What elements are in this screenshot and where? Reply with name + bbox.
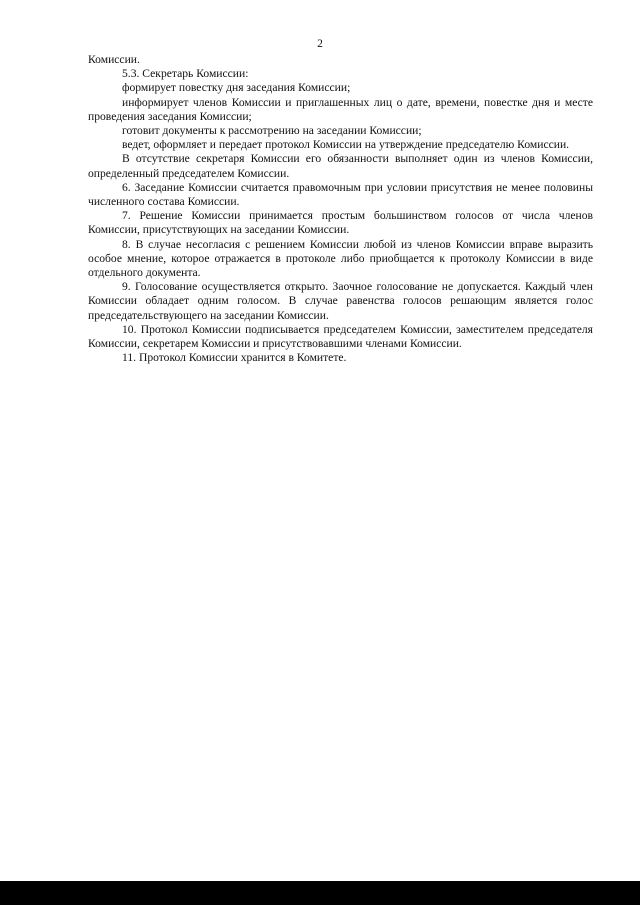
paragraph-item-11: 11. Протокол Комиссии хранится в Комитете. (122, 351, 347, 365)
paragraph-inform: информирует членов Комиссии и приглашенных лиц о дате, времени, повестке дня и месте проведения заседания Комиссии; (88, 95, 593, 123)
scan-bottom-border (0, 881, 640, 905)
paragraph-secretary-heading: 5.3. Секретарь Комиссии: (122, 67, 249, 81)
paragraph-agenda: формирует повестку дня заседания Комиссии; (122, 81, 351, 95)
paragraph-item-10: 10. Протокол Комиссии подписывается председателем Комиссии, заместителем председателя Комиссии, секретарем Комиссии и присутствовавшими членами Комиссии. (88, 322, 593, 351)
paragraph-item-6: 6. Заседание Комиссии считается правомочным при условии присутствия не менее половины численного состава Комиссии. (88, 180, 593, 209)
paragraph-item-8: 8. В случае несогласия с решением Комиссии любой из членов Комиссии вправе выразить особое мнение, которое отражается в протоколе либо приобщается к протоколу Комиссии в виде отдельного документа. (88, 237, 593, 280)
document-body (88, 53, 593, 365)
paragraph-secretary-absence: В отсутствие секретаря Комиссии его обязанности выполняет один из членов Комиссии, определенный председателем Комиссии. (88, 152, 593, 180)
paragraph-item-9: 9. Голосование осуществляется открыто. Заочное голосование не допускается. Каждый член Комиссии обладает одним голосом. В случае равенства голосов решающим является голос председательствующего на заседании Комиссии. (88, 280, 593, 322)
page-number: 2 (317, 37, 323, 50)
paragraph-continuation: Комиссии. (88, 53, 140, 66)
paragraph-item-7: 7. Решение Комиссии принимается простым большинством голосов от числа членов Комиссии, присутствующих на заседании Комиссии. (88, 209, 593, 237)
paragraph-prepare-docs: готовит документы к рассмотрению на заседании Комиссии; (122, 124, 422, 138)
paragraph-protocol-handling: ведет, оформляет и передает протокол Комиссии на утверждение председателю Комиссии. (122, 138, 570, 152)
